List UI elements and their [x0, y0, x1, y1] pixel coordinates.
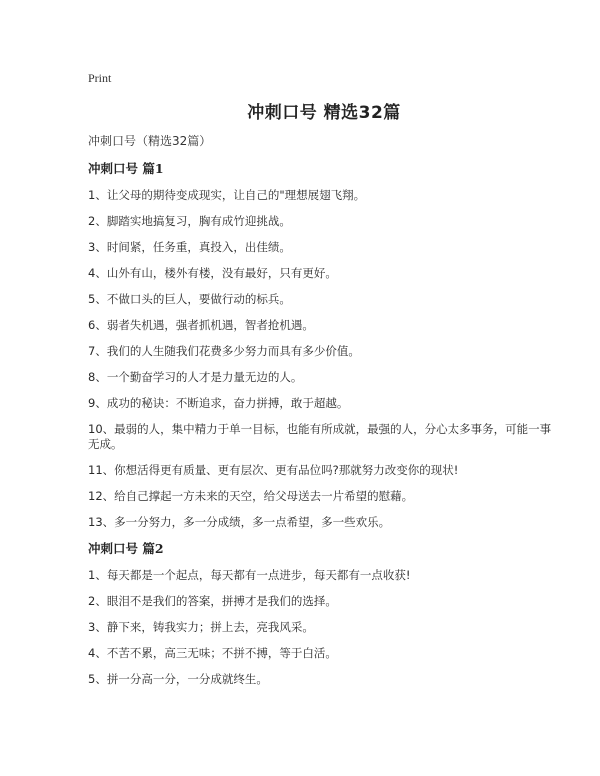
list-item: 1、每天都是一个起点，每天都有一点进步，每天都有一点收获!	[88, 568, 411, 582]
list-item: 4、不苦不累，高三无味；不拼不搏，等于白活。	[88, 646, 337, 660]
list-item: 6、弱者失机遇，强者抓机遇，智者抢机遇。	[88, 318, 314, 332]
slogan-list	[88, 188, 560, 530]
print-link[interactable]: Print	[88, 71, 112, 85]
section-heading: 冲刺口号 篇1	[88, 161, 164, 176]
list-item: 2、脚踏实地搞复习，胸有成竹迎挑战。	[88, 214, 291, 228]
list-item: 3、静下来，铸我实力；拼上去，亮我风采。	[88, 620, 314, 634]
list-item: 5、不做口头的巨人，要做行动的标兵。	[88, 292, 291, 306]
list-item: 4、山外有山，楼外有楼，没有最好，只有更好。	[88, 266, 337, 280]
list-item: 10、最弱的人，集中精力于单一目标，也能有所成就，最强的人，分心太多事务，可能一事无成。	[88, 422, 552, 451]
list-item: 9、成功的秘诀：不断追求，奋力拼搏，敢于超越。	[88, 396, 349, 410]
list-item: 11、你想活得更有质量、更有层次、更有品位吗?那就努力改变你的现状!	[88, 463, 459, 477]
list-item: 2、眼泪不是我们的答案，拼搏才是我们的选择。	[88, 594, 337, 608]
list-item: 3、时间紧，任务重，真投入，出佳绩。	[88, 240, 291, 254]
list-item: 13、多一分努力，多一分成绩，多一点希望，多一些欢乐。	[88, 515, 391, 529]
list-item: 12、给自己撑起一方未来的天空，给父母送去一片希望的慰藉。	[88, 489, 414, 503]
section-heading: 冲刺口号 篇2	[88, 541, 164, 556]
list-item: 7、我们的人生随我们花费多少努力而具有多少价值。	[88, 344, 360, 358]
list-item: 5、拼一分高一分，一分成就终生。	[88, 672, 268, 686]
page-title: 冲刺口号 精选32篇	[247, 103, 401, 123]
section-2	[88, 539, 560, 687]
document-subtitle: 冲刺口号（精选32篇）	[88, 134, 212, 148]
list-item: 1、让父母的期待变成现实，让自己的"理想展翅飞翔。	[88, 188, 366, 202]
list-item: 8、一个勤奋学习的人才是力量无边的人。	[88, 370, 303, 384]
slogan-list	[88, 568, 560, 687]
section-1	[88, 159, 560, 530]
